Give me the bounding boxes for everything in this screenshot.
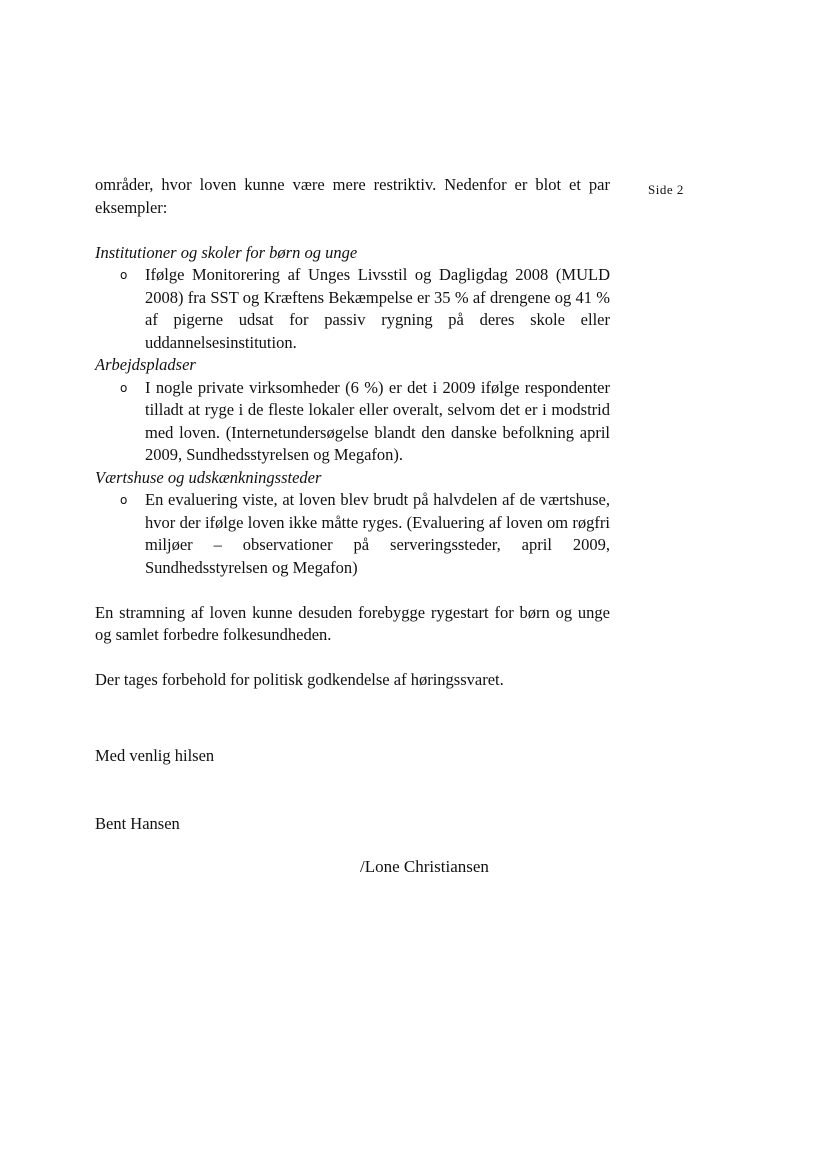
spacer (95, 647, 610, 670)
list-item (95, 377, 610, 467)
spacer (95, 579, 610, 602)
spacer (95, 219, 610, 242)
letter-body (95, 174, 610, 692)
list-item (95, 489, 610, 579)
reservation-paragraph: Der tages forbehold for politisk godkendelse af høringssvaret. (95, 670, 504, 689)
list-item-text: I nogle private virksomheder (6 %) er det i 2009 ifølge respondenter tilladt at ryge i de fleste lokaler eller overalt, selvom det er i modstrid med loven. (Internetundersøgelse blandt den danske befolkning april 2009, Sundhedsstyrelsen og Megafon). (145, 377, 610, 464)
closing-greeting: Med venlig hilsen (95, 746, 215, 765)
bullet-list-workplaces (95, 377, 610, 467)
intro-paragraph: områder, hvor loven kunne være mere restriktiv. Nedenfor er blot et par eksempler: (95, 175, 610, 217)
signer-name: Bent Hansen (95, 814, 180, 833)
list-item-text: Ifølge Monitorering af Unges Livsstil og Dagligdag 2008 (MULD 2008) fra SST og Kræftens Bekæmpelse er 35 % af drengene og 41 % af pigerne udsat for passiv rygning på deres skole eller uddannelsesinstitution. (145, 265, 610, 352)
section-heading-pubs: Værtshuse og udskænkningssteder (95, 467, 322, 487)
bullet-circle-icon: o (120, 268, 128, 282)
prevention-paragraph: En stramning af loven kunne desuden forebygge rygestart for børn og unge og samlet forbedre folkesundheden. (95, 602, 610, 644)
section-heading-institutions: Institutioner og skoler for børn og unge (95, 242, 358, 262)
list-item (95, 264, 610, 354)
bullet-list-institutions (95, 264, 610, 354)
bullet-list-pubs (95, 489, 610, 579)
bullet-circle-icon: o (120, 380, 128, 395)
page-number: Side 2 (648, 182, 684, 197)
list-item-text: En evaluering viste, at loven blev brudt på halvdelen af de værtshuse, hvor der ifølge loven ikke måtte ryges. (Evaluering af loven om røgfri miljøer – observationer på serveringssteder, april 2009, Sundhedsstyrelsen og Megafon) (145, 490, 610, 577)
bullet-circle-icon: o (120, 493, 128, 507)
section-heading-workplaces: Arbejdspladser (95, 355, 196, 374)
cosigner-name: /Lone Christiansen (360, 857, 489, 876)
